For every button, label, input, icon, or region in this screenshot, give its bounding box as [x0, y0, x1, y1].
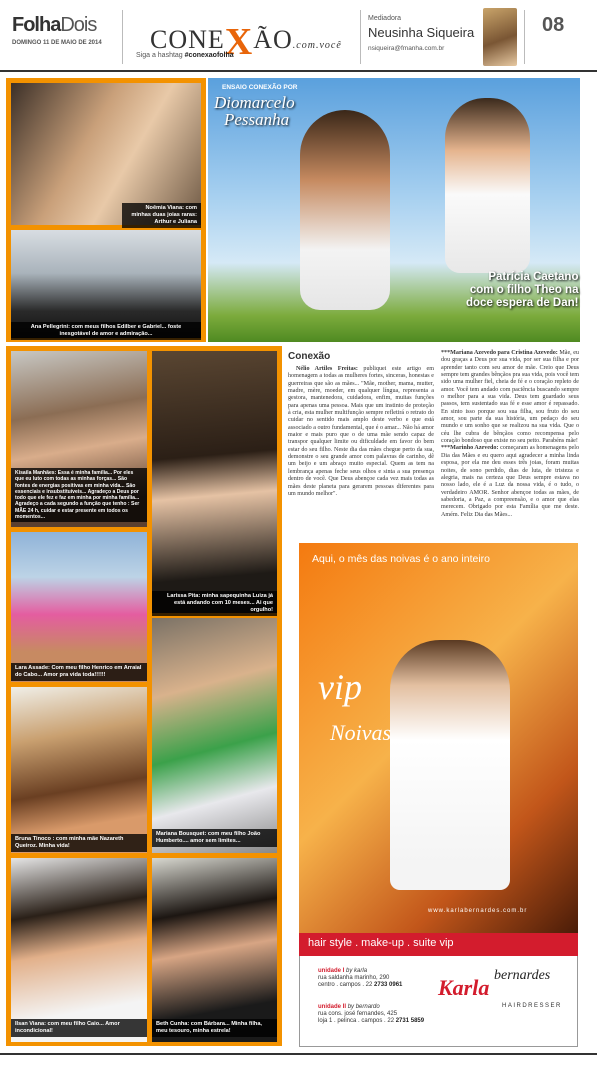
- photo-larissa: [152, 351, 277, 613]
- issue-date: DOMINGO 11 DE MAIO DE 2014: [12, 40, 102, 46]
- unit-2-label: unidade II: [318, 1004, 347, 1010]
- logo-x: X: [224, 21, 254, 63]
- unit-2-phone: 2731 5859: [395, 1018, 425, 1025]
- feature-label: ENSAIO CONEXÃO POR: [222, 84, 298, 91]
- feature-author: [214, 94, 295, 128]
- ad-unit-2: [318, 1004, 424, 1026]
- photo-bruna: [11, 687, 147, 853]
- photo-mariana: [152, 618, 277, 853]
- ad-bride-figure: [390, 640, 510, 890]
- mediator-label: Mediadora: [368, 15, 402, 22]
- caption-kisaila: Kisaila Manhães: Essa é minha família... Por eles que eu luto com todas as minhas forças... São fontes de energias positivas em minha vida... São essenciais e insubstituíveis... Agradeço a Deus por todo que ele fez e faz em minha por minha família... Agradeço a cada segundo a função que tenho : Ser MÃE 24 h, cuidar e estar presente em todos os momentos...: [11, 468, 147, 522]
- caption-ana: Ana Pellegrini: com meus filhos Edilber e Gabriel... foste inesgotável de amor e admiração...: [11, 322, 201, 340]
- article-body-3: começaram as homenagens pelo Dia das Mães e eu quero aqui agradecer a minha linda esposa, por ela me deu esses três joias, foram muitas noites, de sono perdido, dias de luta, de tristeza e alegria, mais na certeza que Deus sempre estava no nosso lado, ele é a Luz da nossa vida, é o tudo, o verdadeiro AMOR. Senhor abençoe todas as mães, de sabedoria, a Paz, a compreensão, e o amor que elas merecem. Obrigado por esta Família que me deste. Amém. Feliz Dia das Mães...: [441, 445, 579, 518]
- caption-beth: Beth Cunha: com Bárbara... Minha filha, meu tesouro, minha estrela!: [152, 1019, 277, 1037]
- logo-com: .com.você: [292, 40, 342, 51]
- page-number: 08: [542, 14, 565, 36]
- brand-dois: Dois: [60, 14, 97, 36]
- caption-ilsan: Ilsan Viana: com meu filho Caio... Amor incondicional!: [11, 1019, 147, 1037]
- logo-suffix: ÃO: [253, 25, 293, 54]
- caption-noemia: Noêmia Viana: com minhas duas joias raras: Arthur e Juliana: [122, 203, 201, 228]
- photo-beth: [152, 858, 277, 1042]
- author-line-1: Diomarcelo: [214, 93, 295, 112]
- caption-larissa: Larissa Pita: minha sapequinha Luiza já está andando com 10 meses... Ai que orgulho!: [152, 591, 277, 616]
- author-line-2: Pessanha: [224, 110, 290, 129]
- unit-2-address: rua cons. josé fernandes, 425: [318, 1011, 398, 1018]
- ad-brand-bernardes: bernardes: [494, 968, 551, 983]
- caption-mariana: Mariana Bousquet: com meu filho João Humberto.... amor sem limites...: [152, 829, 277, 847]
- unit-2-by: by bernardo: [347, 1004, 380, 1010]
- caption-bruna: Bruna Tinoco : com minha mãe Nazareth Queiroz. Minha vida!: [11, 834, 147, 852]
- ad-brand-karla: Karla: [438, 975, 490, 1000]
- caption-lara: Lara Assade: Com meu filho Henrico em Arraial do Cabo... Amor pra vida toda!!!!!!: [11, 663, 147, 681]
- ad-services: hair style . make-up . suite vip: [308, 937, 454, 949]
- photo-lara: [11, 532, 147, 682]
- article-author-3: ***Marinho Azevedo:: [441, 445, 499, 452]
- article-column-2: [441, 350, 579, 519]
- ad-website[interactable]: www.karlabernardes.com.br: [428, 908, 528, 914]
- mediator-email: nsiqueira@fmanha.com.br: [368, 45, 445, 52]
- mediator-photo: [483, 8, 517, 66]
- unit-1-city: centro . campos . 22: [318, 982, 375, 989]
- feature-child-figure: [445, 98, 530, 273]
- unit-1-label: unidade I: [318, 968, 345, 974]
- ad-unit-1: [318, 968, 402, 990]
- divider: [122, 10, 123, 64]
- ad-noivas: Noivas: [330, 720, 392, 745]
- caption-line-2: com o filho Theo na: [469, 284, 579, 296]
- page-footer-rule: [0, 1053, 597, 1055]
- hashtag-prefix: Siga a hashtag: [136, 52, 185, 59]
- caption-line-1: Patrícia Caetano: [488, 271, 579, 283]
- hashtag: #conexaofolha: [184, 52, 234, 59]
- logo-prefix: CONE: [150, 25, 225, 54]
- article-author-2: ***Mariana Azevedo para Cristina Azevedo:: [441, 350, 558, 356]
- ad-headline: Aqui, o mês das noivas é o ano inteiro: [312, 553, 491, 565]
- hashtag-line: [136, 52, 234, 59]
- unit-1-address: rua saldanha marinho, 290: [318, 975, 390, 982]
- unit-1-phone: 2733 0961: [374, 982, 403, 989]
- feature-caption: [466, 271, 578, 310]
- divider: [524, 10, 525, 64]
- brand-folha: Folha: [12, 14, 61, 36]
- article-body-2: Mãe, eu dou graças a Deus por sua vida, por ser sua filha e por aprender tanto com seu amor de mãe. Creio que Deus sempre tem grandes bênçãos pra sua vida, pois você tem sido uma mulher fiel, cheia de fé e o coração repleto de amor. Você tem andado com paciência buscando sempre o melhor para a sua vida. Deus tem guardado seus passos, tem sustentado sua fé e esse amor é repassado. En sinto isso porque sou sua filha, sou fruto do seu amor, sou parte da sua história, um pedaço do seu mundo e um sonho que se realizou na sua vida. Que o céu lhe cubra de bênçãos como recompensa pelo coração bondoso que existe no seu peito. Parabéns mãe!: [441, 350, 579, 445]
- ad-vip: vip: [318, 667, 362, 707]
- feature-mother-figure: [300, 110, 390, 310]
- photo-ilsan: [11, 858, 147, 1042]
- article-title: Conexão: [288, 351, 331, 362]
- unit-1-by: by karla: [346, 968, 368, 974]
- publication-brand: [12, 14, 96, 37]
- article-column-1: [288, 366, 434, 498]
- unit-2-city: loja 1 . pelinca . campos . 22: [318, 1018, 396, 1025]
- article-body-1: publiquei este artigo em homenagem a todas as mulheres fortes, sinceras, honestas e guerreiras que são as mães... "Mãe, mother, mama, mutter, madre, mère, moeder, em qualquer língua, representa a gestora, mantenedora, cuidadora, enfim, muitas funções para apenas uma pessoa. Mais que um instinto de proteção à cria, esta mulher multifunção sempre refletirá o retrato do cuidar no sentido mais amplo deste verbo e que está associado a outro fundamental, que é o amar... Não há amor maior e mais puro que o de uma mãe sendo capaz de transpor qualquer limite ou dificuldade em favor do bem estar do seu filho. Neste dia das mães chegue perto da sua, demonstre o seu grande amor com palavras de carinho, dê um beijo e um abraço muito especial. Quem as tem na lembrança apenas feche seus olhos e sinta a sua presença dentro de você. Que Deus abençoe cada vez mais todas as mães deste planeta para gerarem pessoas diferentes para um mundo melhor".: [288, 366, 434, 497]
- mediator-name: Neusinha Siqueira: [368, 25, 475, 40]
- divider: [360, 10, 361, 64]
- article-author-1: Nélio Artiles Freitas:: [296, 366, 358, 372]
- caption-line-3: doce espera de Dan!: [466, 297, 579, 309]
- ad-brand-tag: HAIRDRESSER: [502, 1003, 562, 1009]
